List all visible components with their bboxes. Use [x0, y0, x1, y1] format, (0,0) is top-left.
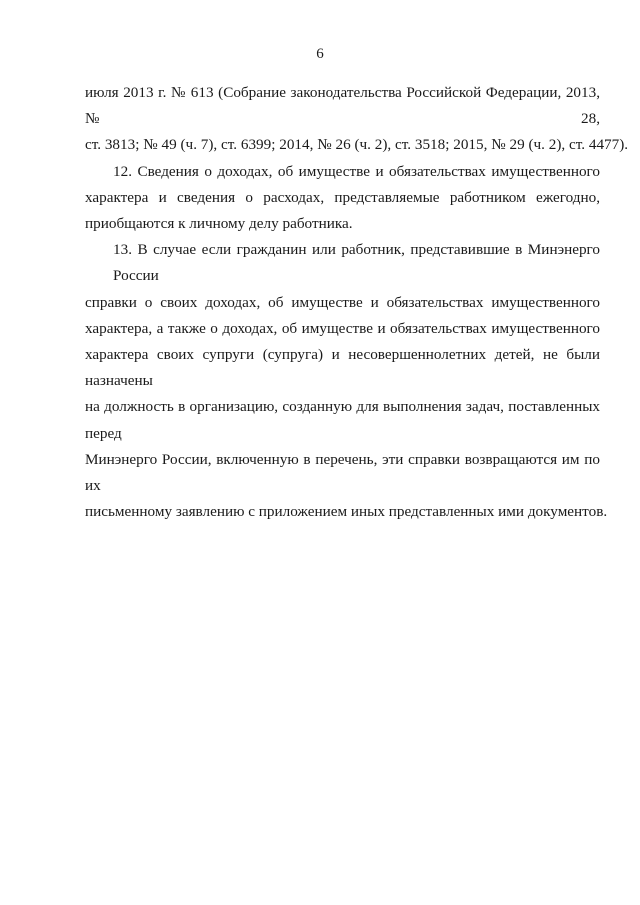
- text-line: характера и сведения о расходах, представляемые работником ежегодно,: [85, 188, 600, 206]
- text-line: на должность в организацию, созданную для выполнения задач, поставленных перед: [85, 398, 600, 442]
- text-line: 12. Сведения о доходах, об имуществе и обязательствах имущественного: [113, 162, 600, 180]
- text-line: характера своих супруги (супруга) и несовершеннолетних детей, не были назначены: [85, 346, 600, 390]
- text-line: приобщаются к личному делу работника.: [85, 215, 353, 233]
- document-body: [85, 80, 629, 525]
- paragraph-12: [85, 159, 600, 238]
- text-line: ст. 3813; № 49 (ч. 7), ст. 6399; 2014, № 26 (ч. 2), ст. 3518; 2015, № 29 (ч. 2), ст. 4477).: [85, 136, 629, 154]
- text-line: характера, а также о доходах, об имуществе и обязательствах имущественного: [85, 319, 600, 337]
- text-line: справки о своих доходах, об имуществе и обязательствах имущественного: [85, 293, 600, 311]
- page-number: 6: [316, 46, 324, 62]
- paragraph-intro: [85, 80, 629, 159]
- text-line: 13. В случае если гражданин или работник, представившие в Минэнерго России: [113, 241, 600, 285]
- paragraph-13: [85, 237, 608, 525]
- text-line: письменному заявлению с приложением иных представленных ими документов.: [85, 503, 608, 521]
- text-line: июля 2013 г. № 613 (Собрание законодательства Российской Федерации, 2013, № 28,: [85, 84, 600, 128]
- text-line: Минэнерго России, включенную в перечень, эти справки возвращаются им по их: [85, 450, 600, 495]
